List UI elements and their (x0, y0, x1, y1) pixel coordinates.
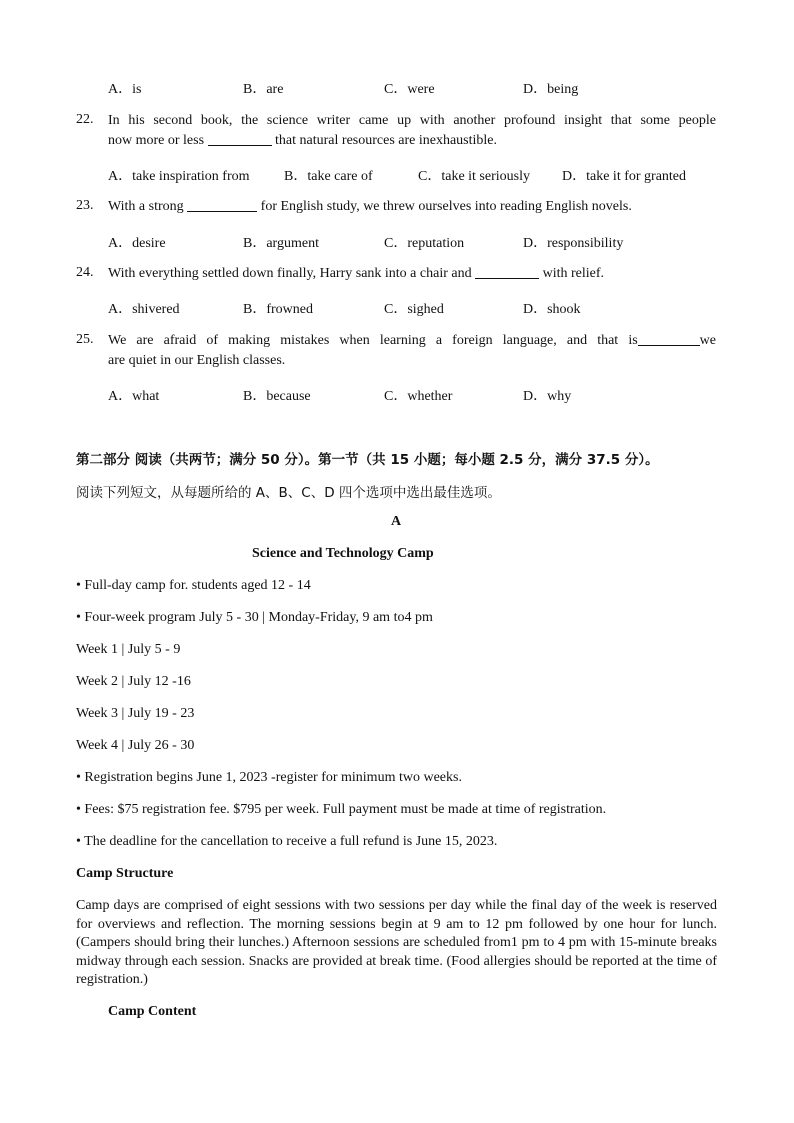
q25-option-c: C．whether (384, 389, 453, 404)
answer-blank (187, 197, 257, 212)
list-item: • Four-week program July 5 - 30 | Monday-Friday, 9 am to4 pm (76, 610, 433, 625)
passage-label: A (390, 514, 402, 529)
q23-option-b: B．argument (243, 236, 319, 251)
part2-heading: 第二部分 阅读（共两节；满分 50 分）。第一节（共 15 小题；每小题 2.5 分，满分 37.5 分）。 (76, 452, 659, 468)
text-segment: We are afraid of making mistakes when learning a foreign language, and that is (108, 333, 638, 348)
part2-instruction: 阅读下列短文，从每题所给的 A、B、C、D 四个选项中选出最佳选项。 (76, 485, 501, 501)
question-number: 23. (76, 198, 94, 213)
q22-option-d: D．take it for granted (562, 169, 687, 184)
question-text (108, 197, 716, 217)
q22-option-a: A．take inspiration from (108, 169, 250, 184)
q21-option-c: C．were (384, 82, 435, 97)
q23-option-a: A．desire (108, 236, 166, 251)
camp-content-heading: Camp Content (108, 1004, 197, 1019)
text-segment: that natural resources are inexhaustible. (275, 133, 498, 148)
q25-option-d: D．why (523, 389, 572, 404)
text-segment: now more or less (108, 133, 205, 148)
question-text (108, 264, 716, 284)
answer-blank (208, 131, 272, 146)
q22-option-b: B．take care of (284, 169, 373, 184)
camp-structure-heading: Camp Structure (76, 866, 174, 881)
camp-structure-paragraph: Camp days are comprised of eight sessions with two sessions per day while the final day of the week is reserved for overviews and reflection. The morning sessions begin at 9 am to 12 pm followed by one hour for lunch. (Campers should bring their lunches.) Afternoon sessions are scheduled from1 pm to 4 pm with 15-minute breaks midway through each session. Snacks are provided at break time. (Food allergies should be reported at the time of registration.) (76, 898, 717, 987)
text-segment: for English study, we threw ourselves into reading English novels. (260, 199, 632, 214)
q22-option-c: C．take it seriously (418, 169, 530, 184)
question-text-line2 (108, 131, 716, 151)
question-text-line1: In his second book, the science writer came up with another profound insight that some people (108, 113, 716, 128)
q25-option-b: B．because (243, 389, 311, 404)
question-text-line2: are quiet in our English classes. (108, 353, 286, 368)
list-item: • Registration begins June 1, 2023 -register for minimum two weeks. (76, 770, 462, 785)
passage-title: Science and Technology Camp (252, 546, 434, 561)
list-item: Week 4 | July 26 - 30 (76, 738, 195, 753)
q23-option-c: C．reputation (384, 236, 465, 251)
list-item: Week 2 | July 12 -16 (76, 674, 191, 689)
q24-option-b: B．frowned (243, 302, 313, 317)
q25-option-a: A．what (108, 389, 160, 404)
answer-blank (475, 264, 539, 279)
text-segment: we (699, 333, 716, 348)
q24-option-a: A．shivered (108, 302, 180, 317)
list-item: • Full-day camp for. students aged 12 - 14 (76, 578, 311, 593)
q21-option-a: A．is (108, 82, 142, 97)
q24-option-c: C．sighed (384, 302, 444, 317)
list-item: Week 3 | July 19 - 23 (76, 706, 195, 721)
text-segment: with relief. (542, 266, 605, 281)
question-number: 25. (76, 332, 94, 347)
q21-option-b: B．are (243, 82, 284, 97)
text-segment: With everything settled down finally, Harry sank into a chair and (108, 266, 472, 281)
question-number: 22. (76, 112, 94, 127)
question-text-line1 (108, 331, 716, 351)
q21-option-d: D．being (523, 82, 579, 97)
list-item: Week 1 | July 5 - 9 (76, 642, 181, 657)
question-number: 24. (76, 265, 94, 280)
q24-option-d: D．shook (523, 302, 581, 317)
answer-blank (638, 331, 700, 346)
text-segment: With a strong (108, 199, 184, 214)
list-item: • The deadline for the cancellation to receive a full refund is June 15, 2023. (76, 834, 498, 849)
q23-option-d: D．responsibility (523, 236, 624, 251)
list-item: • Fees: $75 registration fee. $795 per week. Full payment must be made at time of registration. (76, 802, 607, 817)
